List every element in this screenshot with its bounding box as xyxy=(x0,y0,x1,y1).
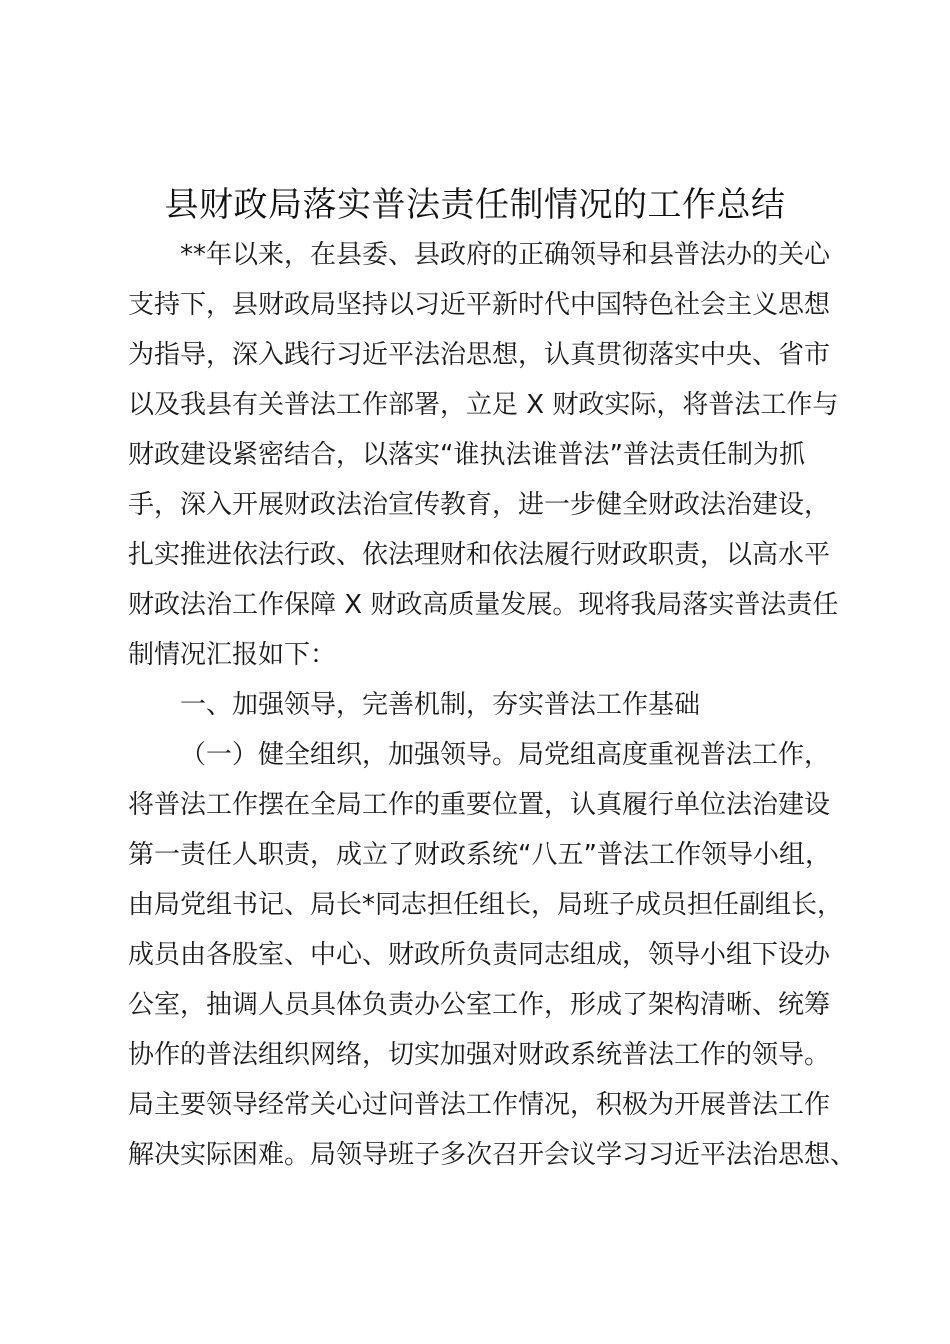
section-heading: 一、加强领导，完善机制，夯实普法工作基础 xyxy=(180,690,701,720)
paragraph-line: 手，深入开展财政法治宣传教育，进一步健全财政法治建设， xyxy=(128,490,831,520)
paragraph-line: 财政建设紧密结合，以落实“谁执法谁普法”普法责任制为抓 xyxy=(128,440,805,470)
paragraph-line: 制情况汇报如下： xyxy=(128,640,337,670)
document-title: 县财政局落实普法责任制情况的工作总结 xyxy=(164,185,786,225)
paragraph-line: 由局党组书记、局长*同志担任组长，局班子成员担任副组长， xyxy=(128,890,844,920)
paragraph-line: 扎实推进依法行政、依法理财和依法履行财政职责，以高水平 xyxy=(128,540,831,570)
paragraph-line: 解决实际困难。局领导班子多次召开会议学习习近平法治思想、 xyxy=(128,1140,857,1170)
paragraph-line: 协作的普法组织网络，切实加强对财政系统普法工作的领导。 xyxy=(128,1040,831,1070)
paragraph-line: 公室，抽调人员具体负责办公室工作，形成了架构清晰、统筹 xyxy=(128,990,831,1020)
paragraph-line: 支持下，县财政局坚持以习近平新时代中国特色社会主义思想 xyxy=(128,290,831,320)
paragraph-line: （一）健全组织，加强领导。局党组高度重视普法工作， xyxy=(180,740,831,770)
paragraph-line: 以及我县有关普法工作部署，立足 X 财政实际，将普法工作与 xyxy=(128,390,839,420)
paragraph-line: 局主要领导经常关心过问普法工作情况，积极为开展普法工作 xyxy=(128,1090,831,1120)
paragraph-line: 为指导，深入践行习近平法治思想，认真贯彻落实中央、省市 xyxy=(128,340,831,370)
paragraph-line: 成员由各股室、中心、财政所负责同志组成，领导小组下设办 xyxy=(128,940,831,970)
paragraph-line: **年以来，在县委、县政府的正确领导和县普法办的关心 xyxy=(180,240,831,270)
paragraph-line: 财政法治工作保障 X 财政高质量发展。现将我局落实普法责任 xyxy=(128,590,839,620)
paragraph-line: 将普法工作摆在全局工作的重要位置，认真履行单位法治建设 xyxy=(128,790,831,820)
paragraph-line: 第一责任人职责，成立了财政系统“八五”普法工作领导小组， xyxy=(128,840,831,870)
